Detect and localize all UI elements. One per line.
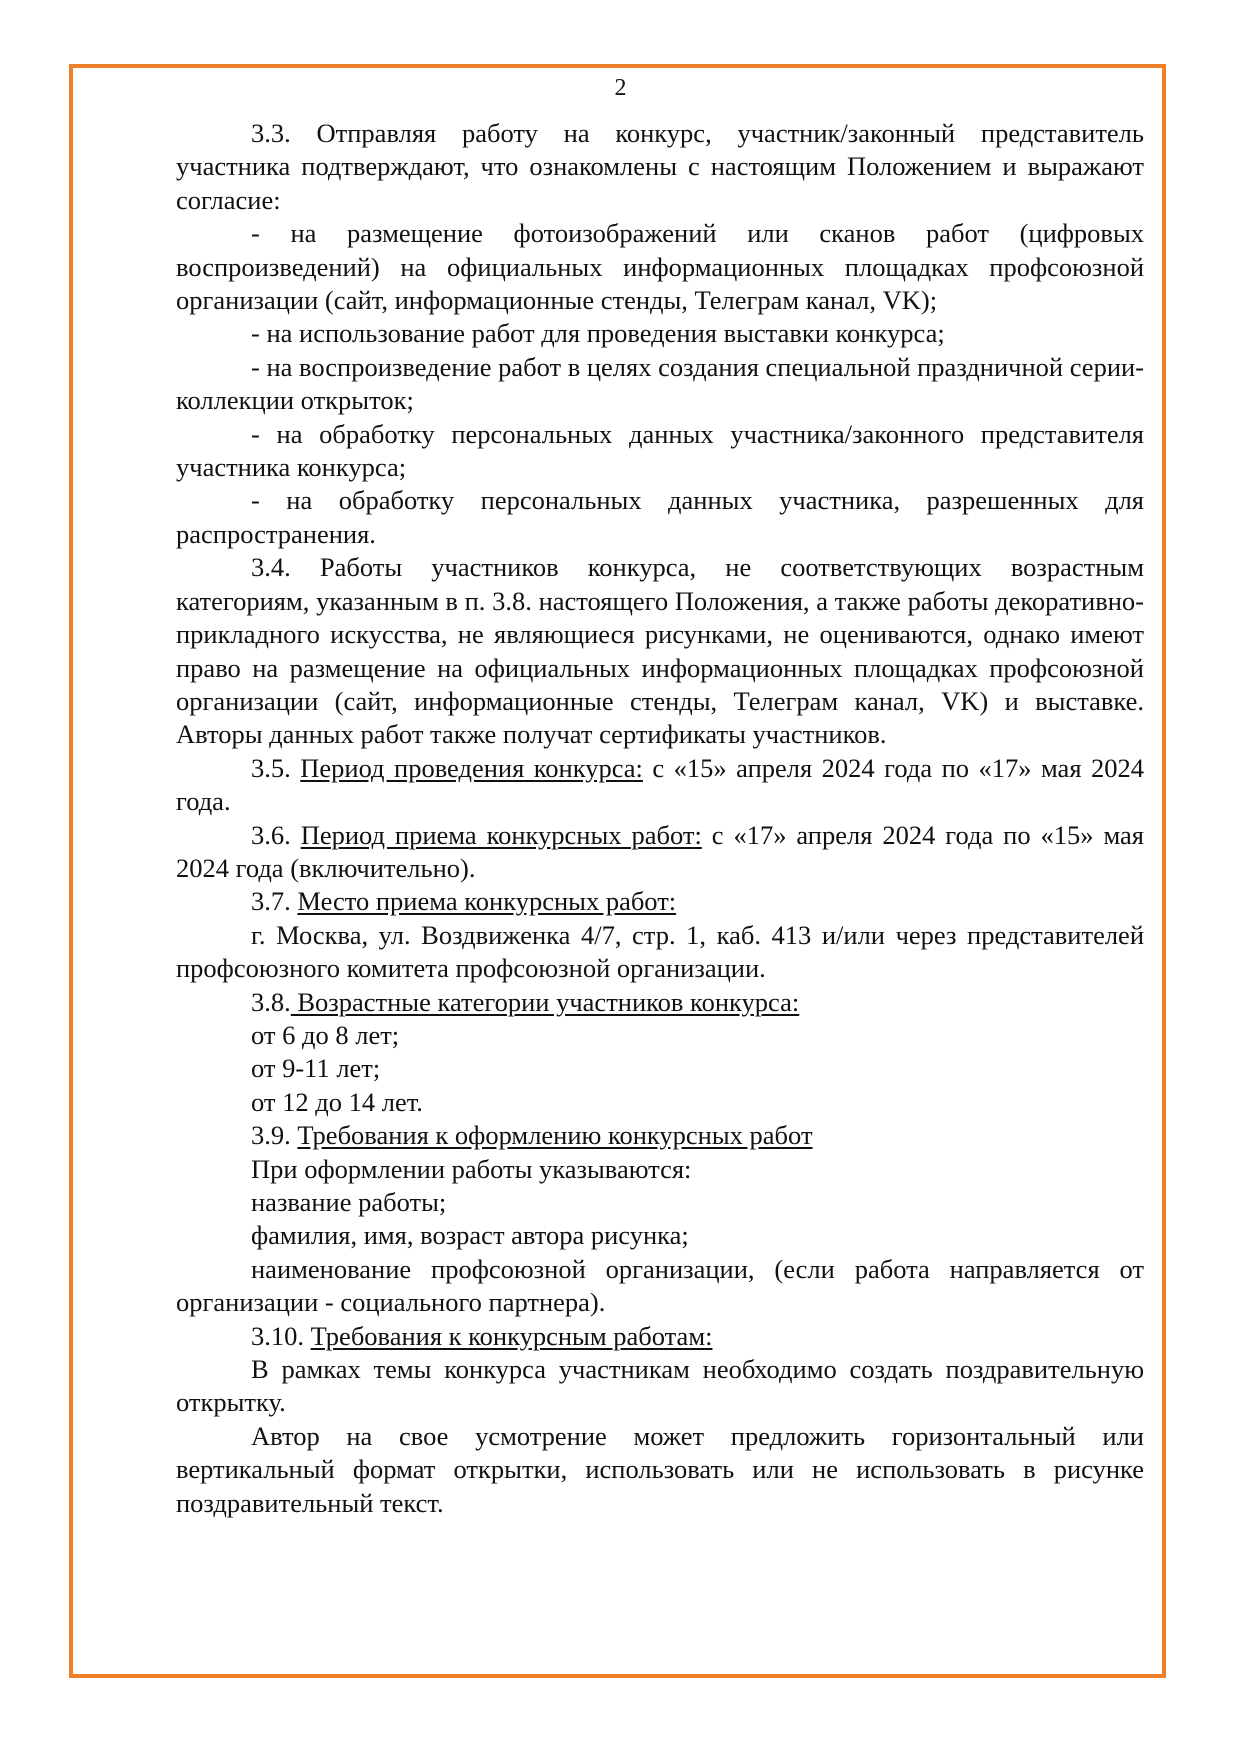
consent-item-personal-data-distribution: - на обработку персональных данных участника, разрешенных для распространения.	[176, 485, 1144, 549]
formatting-item: название работы;	[251, 1187, 447, 1217]
section-number: 3.10.	[251, 1320, 311, 1351]
submission-address: г. Москва, ул. Воздвиженка 4/7, стр. 1, каб. 413 и/или через представителей профсоюзного комитета профсоюзной организации.	[176, 919, 1144, 984]
formatting-item: наименование профсоюзной организации, (если работа направляется от организации - социального партнера).	[176, 1253, 1144, 1318]
formatting-intro: При оформлении работы указываются:	[251, 1153, 692, 1184]
section-title-submission-place: Место приема конкурсных работ:	[297, 886, 677, 917]
section-text: с «17» апреля 2024 года по «15» мая 2024 года (включительно).	[176, 819, 1145, 883]
section-number: 3.8.	[251, 986, 291, 1017]
consent-item-publication: - на размещение фотоизображений или сканов работ (цифровых воспроизведений) на официальных информационных площадках профсоюзной организации (сайт, информационные стенды, Телеграм канал, VK);	[176, 218, 1144, 316]
formatting-item: фамилия, имя, возраст автора рисунка;	[251, 1220, 689, 1251]
consent-item-personal-data: - на обработку персональных данных участника/законного представителя участника конкурса;	[176, 418, 1144, 483]
paragraph-3-4: 3.4. Работы участников конкурса, не соответствующих возрастным категориям, указанным в п. 3.8. настоящего Положения, а также работы декоративно-прикладного искусства, не являющиеся рисунками, не оцениваются, однако имеют право на размещение на официальных информационных площадках профсоюзной организации (сайт, информационные стенды, Телеграм канал, VK) и выставке. Авторы данных работ также получат сертификаты участников.	[176, 552, 1144, 750]
paragraph-3-7	[176, 885, 1144, 918]
work-requirements-format: Автор на свое усмотрение может предложить горизонтальный или вертикальный формат открытки, использовать или не использовать в рисунке поздравительный текст.	[176, 1420, 1144, 1518]
age-category-item: от 9-11 лет;	[251, 1053, 381, 1084]
document-body	[176, 117, 1144, 1520]
page-number: 2	[614, 75, 627, 101]
paragraph-3-9	[176, 1119, 1144, 1152]
consent-item-exhibition: - на использование работ для проведения выставки конкурса;	[251, 318, 945, 349]
paragraph-3-10	[176, 1320, 1144, 1353]
age-category-item: от 12 до 14 лет.	[251, 1086, 423, 1117]
section-number: 3.6.	[251, 819, 301, 850]
section-text: с «15» апреля 2024 года по «17» мая 2024 года.	[176, 752, 1144, 817]
paragraph-3-8	[176, 986, 1144, 1019]
section-title-submission-period: Период приема конкурсных работ:	[300, 819, 702, 850]
paragraph-3-3: 3.3. Отправляя работу на конкурс, участник/законный представитель участника подтверждают, что ознакомлены с настоящим Положением и выражают согласие:	[176, 118, 1144, 215]
section-number: 3.5.	[251, 752, 301, 783]
section-title-formatting-requirements: Требования к оформлению конкурсных работ	[297, 1120, 813, 1151]
paragraph-3-6	[176, 819, 1144, 886]
work-requirements-text: В рамках темы конкурса участникам необходимо создать поздравительную открытку.	[176, 1354, 1144, 1418]
consent-item-postcards: - на воспроизведение работ в целях создания специальной праздничной серии-коллекции открыток;	[176, 351, 1145, 416]
section-number: 3.9.	[251, 1120, 298, 1151]
section-number: 3.7.	[251, 886, 298, 917]
paragraph-3-5	[176, 752, 1144, 819]
section-title-contest-period: Период проведения конкурса:	[300, 752, 643, 783]
section-title-work-requirements: Требования к конкурсным работам:	[310, 1320, 713, 1351]
age-category-item: от 6 до 8 лет;	[251, 1019, 400, 1050]
section-title-age-categories: Возрастные категории участников конкурса:	[290, 986, 800, 1017]
